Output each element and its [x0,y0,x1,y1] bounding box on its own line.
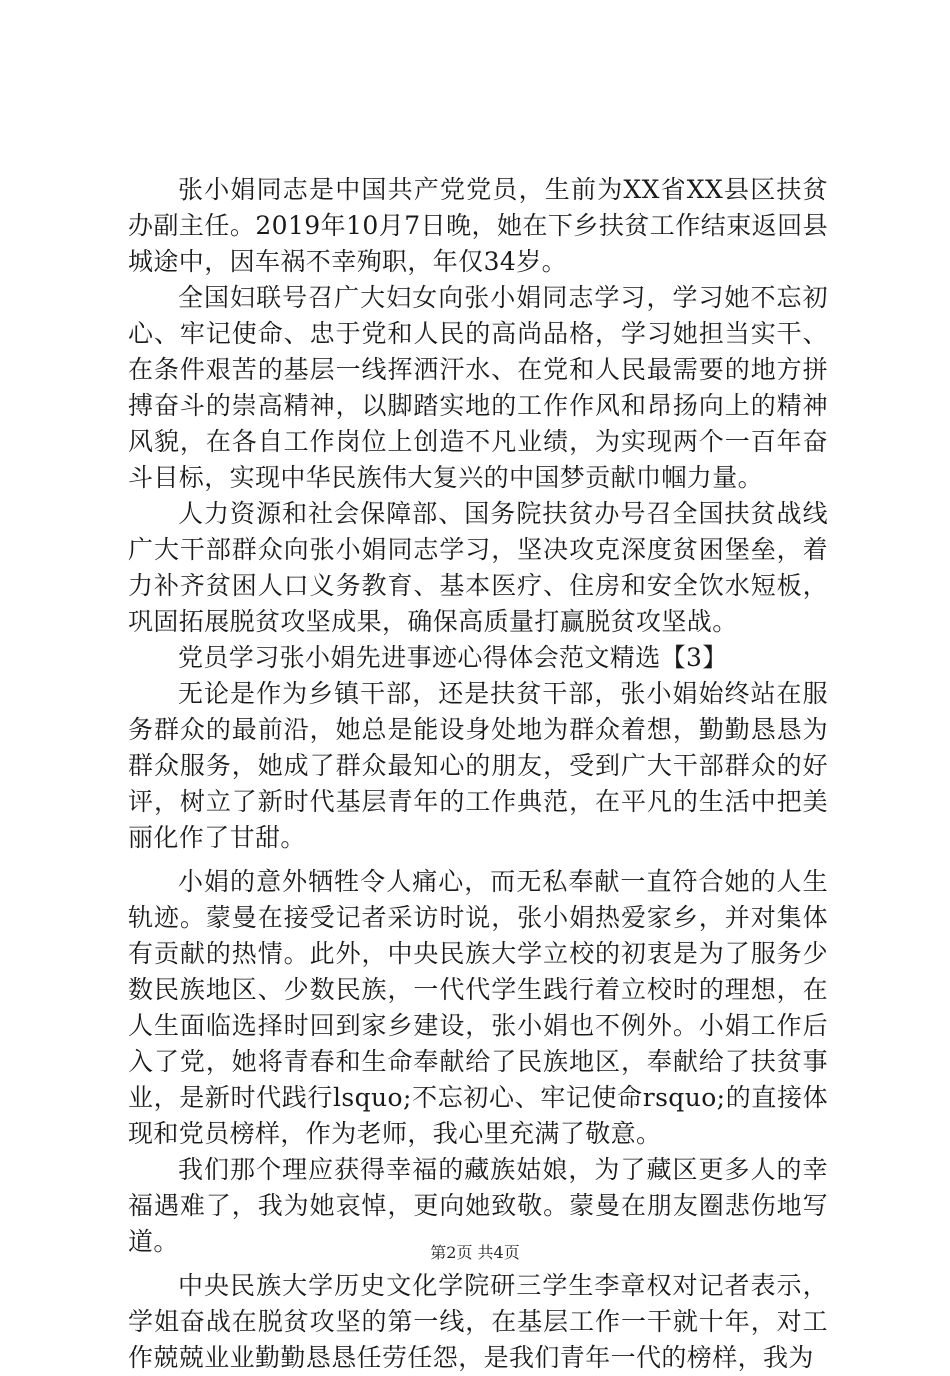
section-heading: 党员学习张小娟先进事迹心得体会范文精选【3】 [178,643,728,672]
paragraph-service: 无论是作为乡镇干部，还是扶贫干部，张小娟始终站在服务群众的最前沿，她总是能设身处地为群众着想，勤勤恳恳为群众服务，她成了群众最知心的朋友，受到广大干部群众的好评，树立了新时代基层青年的工作典范，在平凡的生活中把美丽化作了甘甜。 [128,679,828,852]
paragraph-womens-federation: 全国妇联号召广大妇女向张小娟同志学习，学习她不忘初心、牢记使命、忠于党和人民的高尚品格，学习她担当实干、在条件艰苦的基层一线挥洒汗水、在党和人民最需要的地方拼搏奋斗的崇高精神，以脚踏实地的工作作风和昂扬向上的精神风貌，在各自工作岗位上创造不凡业绩，为实现两个一百年奋斗目标，实现中华民族伟大复兴的中国梦贡献巾帼力量。 [128,283,828,492]
paragraph-intro: 张小娟同志是中国共产党党员，生前为XX省XX县区扶贫办副主任。2019年10月7日晚，她在下乡扶贫工作结束返回县城途中，因车祸不幸殉职，年仅34岁。 [128,175,828,276]
document-body [128,172,828,1376]
page-footer: 第2页 共4页 [430,1243,520,1262]
paragraph-student-remark: 中央民族大学历史文化学院研三学生李章权对记者表示，学姐奋战在脱贫攻坚的第一线，在基层工作一干就十年，对工作兢兢业业勤勤恳恳任劳任怨，是我们青年一代的榜样，我为 [128,1271,828,1372]
paragraph-hr-ministry: 人力资源和社会保障部、国务院扶贫办号召全国扶贫战线广大干部群众向张小娟同志学习，坚决攻克深度贫困堡垒，着力补齐贫困人口义务教育、基本医疗、住房和安全饮水短板，巩固拓展脱贫攻坚成果，确保高质量打赢脱贫攻坚战。 [128,499,828,636]
paragraph-tribute: 我们那个理应获得幸福的藏族姑娘，为了藏区更多人的幸福遇难了，我为她哀悼，更向她致敬。蒙曼在朋友圈悲伤地写道。 [128,1155,828,1256]
paragraph-sacrifice: 小娟的意外牺牲令人痛心，而无私奉献一直符合她的人生轨迹。蒙曼在接受记者采访时说，张小娟热爱家乡，并对集体有贡献的热情。此外，中央民族大学立校的初衷是为了服务少数民族地区、少数民族，一代代学生践行着立校时的理想，在人生面临选择时回到家乡建设，张小娟也不例外。小娟工作后入了党，她将青春和生命奉献给了民族地区，奉献给了扶贫事业，是新时代践行lsquo;不忘初心、牢记使命rsquo;的直接体现和党员榜样，作为老师，我心里充满了敬意。 [128,867,828,1148]
